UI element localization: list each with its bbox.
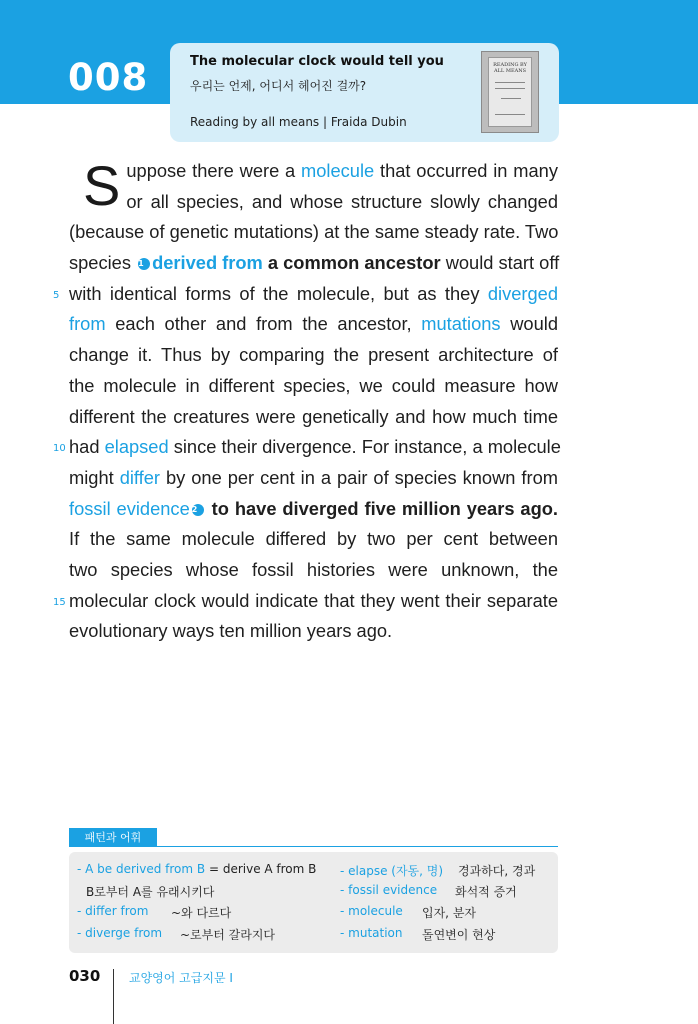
- keyword-from: from: [69, 313, 106, 335]
- vocab-item: ~로부터 갈라지다: [180, 928, 276, 942]
- passage-line: different the creatures were genetically and how much time: [69, 405, 558, 427]
- note-marker-1: 1: [138, 258, 150, 270]
- passage-line: species 1 derived from a common ancestor would start off: [69, 252, 560, 274]
- passage-line: molecular clock would indicate that they went their separate: [69, 589, 558, 611]
- passage-line: or all species, and whose structure slowly changed: [126, 190, 558, 212]
- vocab-item: 경과하다, 경과: [458, 864, 536, 878]
- drop-cap: S: [83, 154, 121, 217]
- vocab-item: - fossil evidence: [340, 883, 438, 897]
- line-number: 5: [53, 290, 60, 301]
- vocab-item: - differ from: [77, 904, 149, 918]
- vocab-section-tag: 패턴과 어휘: [69, 828, 157, 847]
- passage-line: fossil evidence 2 to have diverged five million years ago.: [69, 497, 558, 519]
- passage-line: (because of genetic mutations) at the same steady rate. Two: [69, 221, 559, 243]
- vocab-item: 돌연변이 현상: [422, 928, 496, 942]
- vocab-item: - molecule: [340, 904, 403, 918]
- footer-divider: [113, 969, 114, 1024]
- passage-line: might differ by one per cent in a pair of species known from: [69, 466, 558, 488]
- unit-number: 008: [68, 56, 149, 99]
- line-number: 10: [53, 443, 66, 454]
- vocab-item: ~와 다르다: [171, 906, 232, 920]
- page-number: 030: [69, 967, 101, 985]
- line-number: 15: [53, 597, 66, 608]
- book-cover-title: READING BY ALL MEANS: [493, 62, 527, 74]
- keyword-molecule: molecule: [301, 160, 375, 181]
- keyword-fossil-evidence: fossil evidence: [69, 497, 190, 519]
- passage-line: uppose there were a molecule that occurred in many: [126, 160, 558, 181]
- passage-subtitle: 우리는 언제, 어디서 헤어진 걸까?: [190, 79, 367, 93]
- vocab-item: - A be derived from B = derive A from B: [77, 862, 317, 876]
- keyword-diverged: diverged: [487, 282, 558, 304]
- passage-line: with identical forms of the molecule, but as they diverged: [69, 282, 558, 304]
- note-marker-2: 2: [192, 504, 204, 516]
- book-title: 교양영어 고급지문 I: [129, 971, 233, 985]
- vocab-item: B로부터 A를 유래시키다: [86, 885, 215, 899]
- passage-line: change it. Thus by comparing the present architecture of: [69, 344, 558, 366]
- vocab-item: - mutation: [340, 926, 403, 940]
- passage-line: had elapsed since their divergence. For instance, a molecule: [69, 436, 561, 458]
- vocab-item: 화석적 증거: [455, 885, 517, 899]
- keyword-derived-from: derived from: [152, 252, 263, 274]
- passage-line: If the same molecule differed by two per cent between: [69, 528, 558, 550]
- keyword-differ: differ: [119, 466, 160, 488]
- keyword-elapsed: elapsed: [104, 436, 169, 458]
- keyword-mutations: mutations: [421, 313, 501, 335]
- header-card: [170, 43, 559, 142]
- passage-line: from each other and from the ancestor, mutations would: [69, 313, 558, 335]
- passage-line: the molecule in different species, we could measure how: [69, 374, 558, 396]
- passage-source: Reading by all means | Fraida Dubin: [190, 115, 407, 129]
- vocab-item: 입자, 분자: [422, 906, 476, 920]
- passage-line: two species whose fossil histories were unknown, the: [69, 558, 558, 580]
- passage-title: The molecular clock would tell you: [190, 54, 444, 69]
- vocab-item: - elapse (자동, 명): [340, 864, 444, 878]
- vocab-divider: [69, 846, 558, 847]
- book-cover-image: [481, 51, 539, 133]
- vocab-item: - diverge from: [77, 926, 163, 940]
- passage-line: evolutionary ways ten million years ago.: [69, 620, 393, 642]
- vocab-box: [69, 852, 558, 953]
- passage-body: [69, 154, 561, 647]
